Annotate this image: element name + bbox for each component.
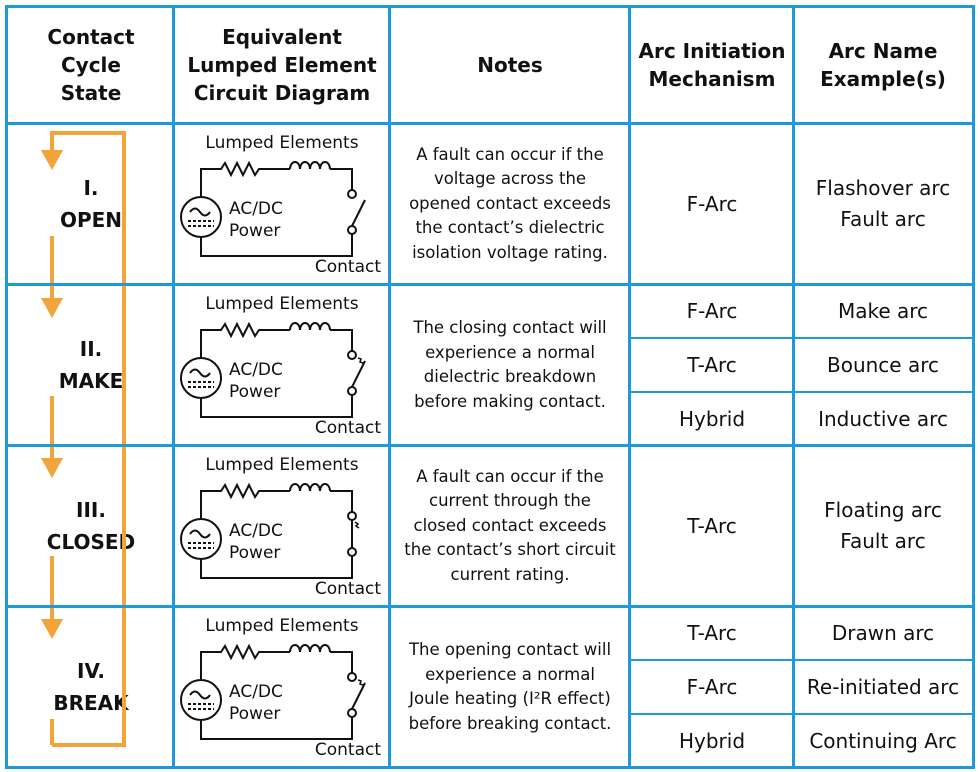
mechanism-make-3: Hybrid	[678, 406, 746, 431]
arrowhead-make-icon	[41, 298, 63, 318]
arc-name-make-3: Inductive arc	[818, 406, 948, 431]
header-arc-initiation-mechanism: Arc Initiation Mechanism	[638, 39, 786, 91]
spark-icon	[358, 680, 363, 685]
arrowhead-break-icon	[41, 619, 63, 639]
grid-border-left	[5, 5, 8, 769]
circuit-diagram-closed	[174, 446, 390, 606]
svg-text:Power: Power	[229, 704, 281, 724]
svg-text:AC/DC: AC/DC	[229, 360, 283, 380]
grid-column-divider	[628, 5, 631, 769]
circuit-diagram-open	[174, 124, 390, 284]
ac-dc-source-icon	[181, 519, 221, 559]
lumped-elements-label: Lumped Elements	[205, 133, 359, 153]
svg-text:AC/DC: AC/DC	[229, 682, 283, 702]
state-break: IV. BREAK	[53, 659, 129, 715]
grid-subrow-divider	[630, 391, 975, 393]
svg-text:Lumped Elements: Lumped Elements	[205, 616, 359, 636]
svg-text:AC/DC: AC/DC	[229, 521, 283, 541]
notes-make: The closing contact will experience a normal dielectric breakdown before making contact.	[413, 318, 607, 411]
contact-terminal-bottom	[348, 226, 356, 234]
arrowhead-closed-icon	[41, 458, 63, 478]
circuit-diagram-break	[174, 607, 390, 767]
svg-text:Power: Power	[229, 221, 281, 241]
inductor-icon	[290, 323, 330, 330]
grid-border-bottom	[5, 766, 975, 769]
cycle-return-path	[52, 133, 124, 745]
svg-text:Power: Power	[229, 382, 281, 402]
grid-subrow-divider	[630, 713, 975, 715]
inductor-icon	[290, 645, 330, 652]
grid-column-divider	[172, 5, 175, 769]
header-contact-cycle-state: Contact Cycle State	[47, 25, 135, 105]
svg-text:Contact: Contact	[314, 579, 381, 599]
mechanism-break-2: F-Arc	[686, 675, 738, 699]
state-open: I. OPEN	[59, 176, 123, 232]
header-arc-name-examples: Arc Name Example(s)	[820, 39, 946, 91]
spark-icon	[358, 358, 363, 363]
grid-header-divider	[5, 122, 975, 125]
grid-row-divider	[5, 444, 975, 447]
svg-text:Power: Power	[229, 543, 281, 563]
grid-column-divider	[388, 5, 391, 769]
arc-name-break-2: Re-initiated arc	[806, 675, 960, 699]
notes-break: The opening contact will experience a normal Joule heating (I²R effect) before breaking contact.	[408, 640, 612, 733]
inductor-icon	[290, 162, 330, 169]
header-notes: Notes	[477, 53, 543, 77]
arc-names-open: Flashover arc Fault arc	[815, 176, 951, 231]
switch-blade-closing	[352, 361, 365, 387]
svg-text:Lumped Elements: Lumped Elements	[205, 294, 359, 314]
svg-text:Contact: Contact	[314, 257, 381, 277]
arrowhead-open-icon	[41, 150, 63, 170]
grid-border-right	[972, 5, 975, 769]
switch-blade-opening	[352, 683, 365, 709]
svg-text:AC/DC: AC/DC	[229, 199, 283, 219]
arc-name-break-3: Continuing Arc	[809, 728, 957, 753]
arc-names-closed: Floating arc Fault arc	[824, 498, 942, 553]
ac-dc-source-icon	[181, 680, 221, 720]
svg-text:Lumped Elements: Lumped Elements	[205, 455, 359, 475]
grid-border-top	[5, 5, 975, 8]
notes-open: A fault can occur if the voltage across the opened contact exceeds the contact’s dielectric isolation voltage rating.	[409, 144, 611, 262]
inductor-icon	[290, 484, 330, 491]
contact-terminal-top	[348, 190, 356, 198]
state-make: II. MAKE	[58, 337, 124, 393]
switch-blade-open	[352, 200, 365, 226]
mechanism-break-3: Hybrid	[678, 728, 746, 753]
arc-name-break-1: Drawn arc	[831, 621, 935, 645]
ac-dc-source-icon	[181, 358, 221, 398]
mechanism-make-2: T-Arc	[687, 353, 737, 377]
ac-dc-source-icon	[181, 197, 221, 237]
svg-text:Contact: Contact	[314, 418, 381, 438]
notes-closed: A fault can occur if the current through the closed contact exceeds the contact’s short circuit current rating.	[404, 466, 616, 584]
grid-row-divider	[5, 283, 975, 286]
mechanism-make-1: F-Arc	[686, 299, 738, 323]
state-closed: III. CLOSED	[46, 498, 136, 554]
grid-subrow-divider	[630, 337, 975, 339]
mechanism-closed: T-Arc	[687, 513, 737, 538]
grid-subrow-divider	[630, 659, 975, 661]
mechanism-break-1: T-Arc	[687, 621, 737, 645]
header-circuit-diagram: Equivalent Lumped Element Circuit Diagram	[187, 25, 377, 105]
arc-name-make-1: Make arc	[837, 299, 929, 323]
grid-row-divider	[5, 605, 975, 608]
arc-name-make-2: Bounce arc	[826, 353, 939, 377]
circuit-diagram-make	[174, 285, 390, 445]
grid-column-divider	[792, 5, 795, 769]
mechanism-open: F-Arc	[686, 191, 738, 216]
svg-text:Contact: Contact	[314, 740, 381, 760]
